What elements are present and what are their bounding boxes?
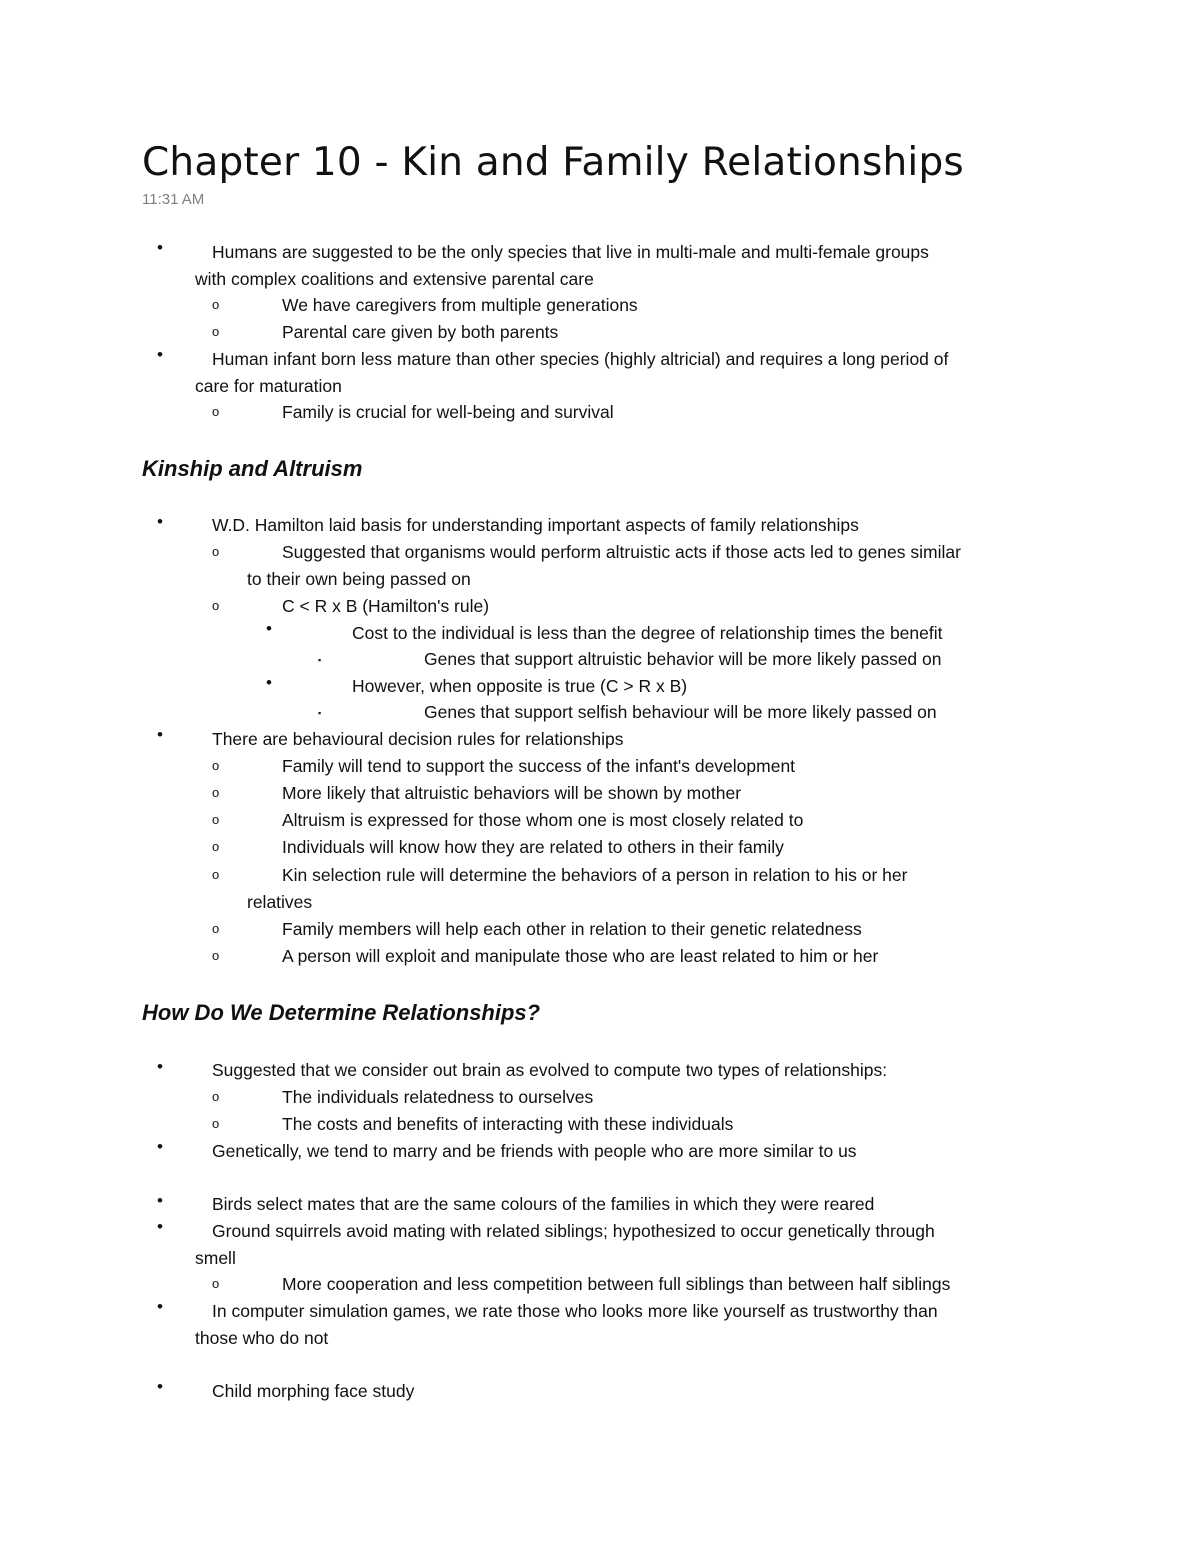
list-item: However, when opposite is true (C > R x B): [352, 676, 688, 696]
list-item: Birds select mates that are the same colours of the families in which they were reared: [212, 1194, 875, 1214]
list-item: Genes that support altruistic behavior will be more likely passed on: [424, 649, 942, 669]
section-heading-determine: How Do We Determine Relationships?: [142, 1000, 541, 1025]
list-item-continuation: relatives: [247, 892, 313, 912]
list-item: Parental care given by both parents: [282, 322, 559, 342]
bullet-square: ▪: [318, 655, 322, 665]
list-item: Family is crucial for well-being and survival: [282, 402, 614, 422]
list-item: More cooperation and less competition between full siblings than between half siblings: [282, 1274, 951, 1294]
bullet-dot: •: [157, 1297, 163, 1316]
list-item-continuation: care for maturation: [195, 376, 342, 396]
list-item: The individuals relatedness to ourselves: [282, 1087, 594, 1107]
list-item-continuation: smell: [195, 1248, 236, 1268]
bullet-dot: •: [157, 1057, 163, 1076]
list-item: Kin selection rule will determine the behaviors of a person in relation to his or her: [282, 865, 908, 885]
bullet-dot: •: [157, 345, 163, 364]
list-item: Humans are suggested to be the only species that live in multi-male and multi-female groups: [212, 242, 929, 262]
bullet-circle: o: [212, 544, 220, 559]
list-item: More likely that altruistic behaviors will be shown by mother: [282, 783, 742, 803]
list-item-continuation: to their own being passed on: [247, 569, 471, 589]
bullet-circle: o: [212, 324, 220, 339]
bullet-circle: o: [212, 404, 220, 419]
list-item: Genes that support selfish behaviour will be more likely passed on: [424, 702, 937, 722]
list-item: A person will exploit and manipulate those who are least related to him or her: [282, 946, 879, 966]
bullet-circle: o: [212, 758, 220, 773]
list-item: W.D. Hamilton laid basis for understanding important aspects of family relationships: [212, 515, 859, 535]
bullet-circle: o: [212, 812, 220, 827]
list-item: Genetically, we tend to marry and be friends with people who are more similar to us: [212, 1141, 857, 1161]
section-heading-kinship: Kinship and Altruism: [142, 456, 363, 481]
list-item: We have caregivers from multiple generations: [282, 295, 638, 315]
list-item: Family members will help each other in relation to their genetic relatedness: [282, 919, 862, 939]
list-item: Human infant born less mature than other species (highly altricial) and requires a long period of: [212, 349, 949, 369]
bullet-circle: o: [212, 297, 220, 312]
list-item: C < R x B (Hamilton's rule): [282, 596, 490, 616]
bullet-dot: •: [266, 619, 272, 638]
list-item: Altruism is expressed for those whom one is most closely related to: [282, 810, 804, 830]
list-item: There are behavioural decision rules for relationships: [212, 729, 624, 749]
bullet-circle: o: [212, 948, 220, 963]
list-item: Suggested that organisms would perform altruistic acts if those acts led to genes similar: [282, 542, 961, 562]
list-item: The costs and benefits of interacting with these individuals: [282, 1114, 734, 1134]
bullet-dot: •: [157, 1377, 163, 1396]
list-item: Family will tend to support the success of the infant's development: [282, 756, 796, 776]
bullet-dot: •: [266, 673, 272, 692]
bullet-dot: •: [157, 1137, 163, 1156]
page-title: Chapter 10 - Kin and Family Relationships: [142, 140, 964, 185]
bullet-dot: •: [157, 1217, 163, 1236]
list-item-continuation: with complex coalitions and extensive parental care: [195, 269, 594, 289]
bullet-circle: o: [212, 598, 220, 613]
bullet-circle: o: [212, 1276, 220, 1291]
list-item: Individuals will know how they are related to others in their family: [282, 837, 784, 857]
bullet-dot: •: [157, 238, 163, 257]
list-item: In computer simulation games, we rate those who looks more like yourself as trustworthy than: [212, 1301, 938, 1321]
list-item: Suggested that we consider out brain as evolved to compute two types of relationships:: [212, 1060, 888, 1080]
bullet-dot: •: [157, 512, 163, 531]
list-item: Child morphing face study: [212, 1381, 415, 1401]
list-item: Cost to the individual is less than the degree of relationship times the benefit: [352, 623, 943, 643]
bullet-circle: o: [212, 1089, 220, 1104]
bullet-dot: •: [157, 1191, 163, 1210]
bullet-circle: o: [212, 867, 220, 882]
list-item-continuation: those who do not: [195, 1328, 329, 1348]
timestamp: 11:31 AM: [142, 191, 205, 208]
bullet-circle: o: [212, 1116, 220, 1131]
bullet-circle: o: [212, 921, 220, 936]
list-item: Ground squirrels avoid mating with related siblings; hypothesized to occur genetically through: [212, 1221, 935, 1241]
bullet-dot: •: [157, 725, 163, 744]
bullet-circle: o: [212, 839, 220, 854]
bullet-square: ▪: [318, 708, 322, 718]
bullet-circle: o: [212, 785, 220, 800]
